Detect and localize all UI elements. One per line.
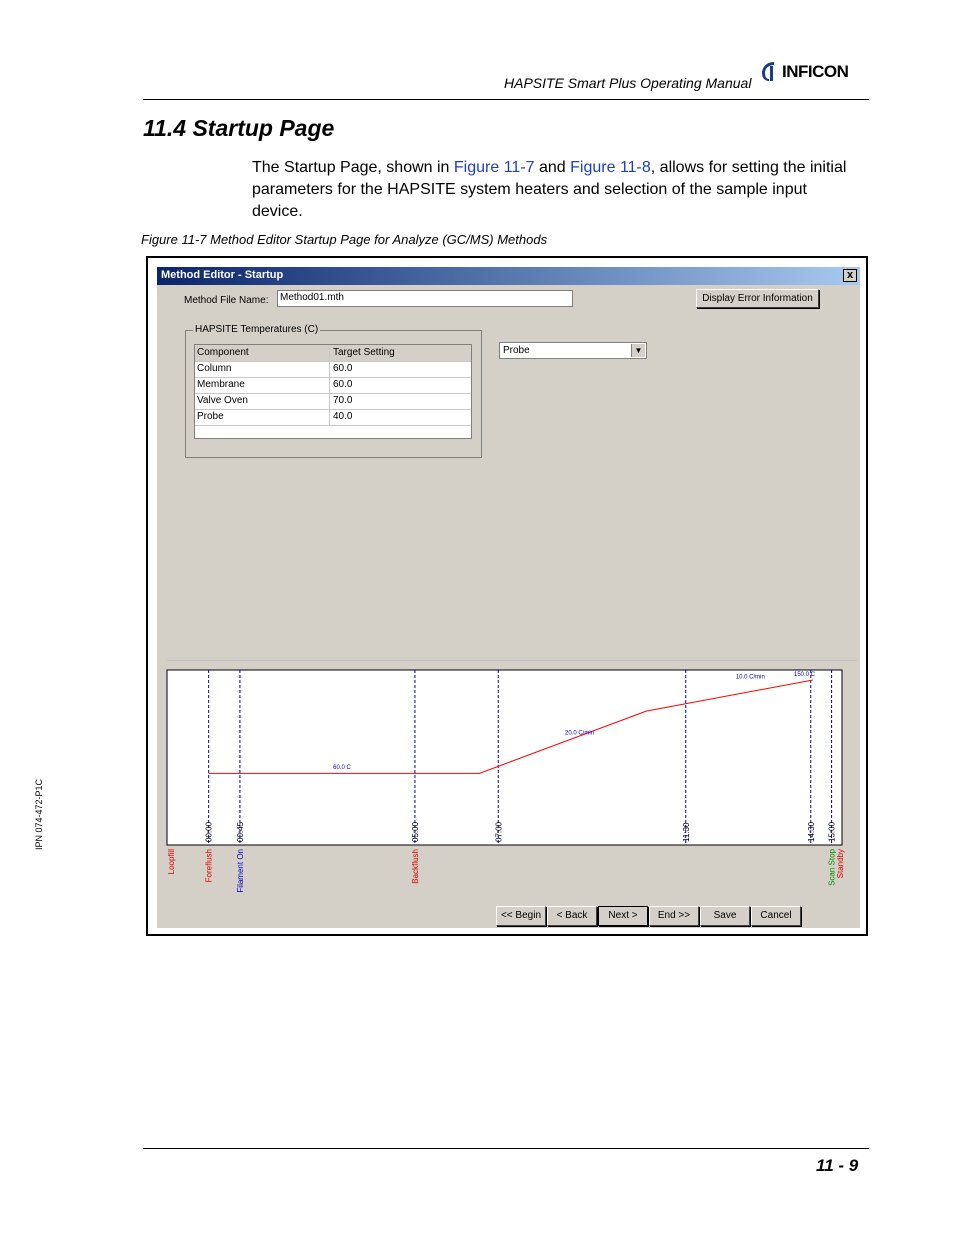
logo-text: INFICON xyxy=(782,62,849,81)
input-device-select[interactable] xyxy=(499,342,647,359)
table-row[interactable] xyxy=(195,393,471,410)
figure-caption: Figure 11-7 Method Editor Startup Page for Analyze (GC/MS) Methods xyxy=(141,232,548,247)
method-file-input[interactable]: Method01.mth xyxy=(277,290,573,307)
method-file-label: Method File Name: xyxy=(184,295,269,306)
close-button[interactable] xyxy=(843,269,857,282)
page-number: 11 - 9 xyxy=(816,1156,859,1175)
header-target-setting: Target Setting xyxy=(333,347,395,358)
temperatures-table xyxy=(194,344,472,439)
time-marker-label: 11:30 xyxy=(681,822,691,842)
intro-text-pre: The Startup Page, shown in xyxy=(252,159,454,176)
window-title: Method Editor - Startup xyxy=(161,269,284,281)
inficon-logo xyxy=(760,60,872,84)
time-marker-label: 00:45 xyxy=(235,821,245,842)
header-rule xyxy=(143,99,869,100)
target-setting-cell[interactable]: 60.0 xyxy=(333,363,353,374)
time-marker-label: 14:30 xyxy=(806,821,816,842)
method-editor-window xyxy=(157,267,860,928)
time-marker-label: 00:00 xyxy=(204,821,214,842)
figure-11-7-link[interactable]: Figure 11-7 xyxy=(453,159,535,176)
intro-paragraph xyxy=(252,157,862,223)
segment-label: 60.0 C xyxy=(333,764,351,771)
table-row[interactable] xyxy=(195,361,471,378)
event-label: Standby xyxy=(836,849,845,879)
component-cell: Probe xyxy=(197,411,224,422)
figure-frame xyxy=(146,256,868,936)
component-cell: Column xyxy=(197,363,232,374)
temperature-program-chart xyxy=(167,670,843,915)
table-row[interactable] xyxy=(195,377,471,394)
begin-button[interactable]: << Begin xyxy=(496,906,546,926)
plot-area xyxy=(167,670,842,845)
back-button[interactable]: < Back xyxy=(547,906,597,926)
event-label: Loopfill xyxy=(167,849,177,875)
side-ipn-label: IPN 074-472-P1C xyxy=(34,778,44,850)
display-error-button[interactable]: Display Error Information xyxy=(696,289,819,308)
target-setting-cell[interactable]: 60.0 xyxy=(333,379,353,390)
header-component: Component xyxy=(197,347,249,358)
window-title-bar xyxy=(157,267,860,285)
manual-title: HAPSITE Smart Plus Operating Manual xyxy=(504,75,752,91)
inficon-logo-mark-icon xyxy=(760,60,780,84)
close-icon: x xyxy=(846,269,854,281)
table-header-row xyxy=(195,345,471,362)
segment-label: 20.0 C/min xyxy=(564,730,595,737)
intro-text-mid: and xyxy=(534,159,571,176)
save-button[interactable]: Save xyxy=(700,906,750,926)
end-button[interactable]: End >> xyxy=(649,906,699,926)
time-marker-label: 05:00 xyxy=(410,821,420,842)
temperatures-group-label: HAPSITE Temperatures (C) xyxy=(195,324,319,335)
event-label: Backflush xyxy=(410,849,420,884)
event-label: Foreflush xyxy=(204,849,214,883)
time-marker-label: 07:00 xyxy=(494,821,504,842)
figure-11-8-link[interactable]: Figure 11-8 xyxy=(570,159,651,176)
event-label: Filament On xyxy=(235,849,245,893)
segment-label: 10.0 C/min xyxy=(735,674,765,681)
component-cell: Valve Oven xyxy=(197,395,248,406)
separator xyxy=(167,660,857,661)
table-row[interactable] xyxy=(195,409,471,426)
event-label: Scan Stop xyxy=(827,849,837,886)
cancel-button[interactable]: Cancel xyxy=(751,906,801,926)
next-button[interactable]: Next > xyxy=(598,906,648,926)
target-setting-cell[interactable]: 70.0 xyxy=(333,395,353,406)
section-title: 11.4 Startup Page xyxy=(143,115,335,141)
component-cell: Membrane xyxy=(197,379,245,390)
target-setting-cell[interactable]: 40.0 xyxy=(333,411,353,422)
time-marker-label: 15:00 xyxy=(827,821,837,842)
input-device-value: Probe xyxy=(503,345,530,356)
intro-text-post: , allows for setting the initial parameters for the HAPSITE system heaters and selection of the sample input device. xyxy=(252,159,847,220)
chevron-down-icon[interactable]: ▼ xyxy=(631,344,645,357)
footer-rule xyxy=(143,1148,869,1149)
segment-label: 150.0 C xyxy=(793,672,816,679)
